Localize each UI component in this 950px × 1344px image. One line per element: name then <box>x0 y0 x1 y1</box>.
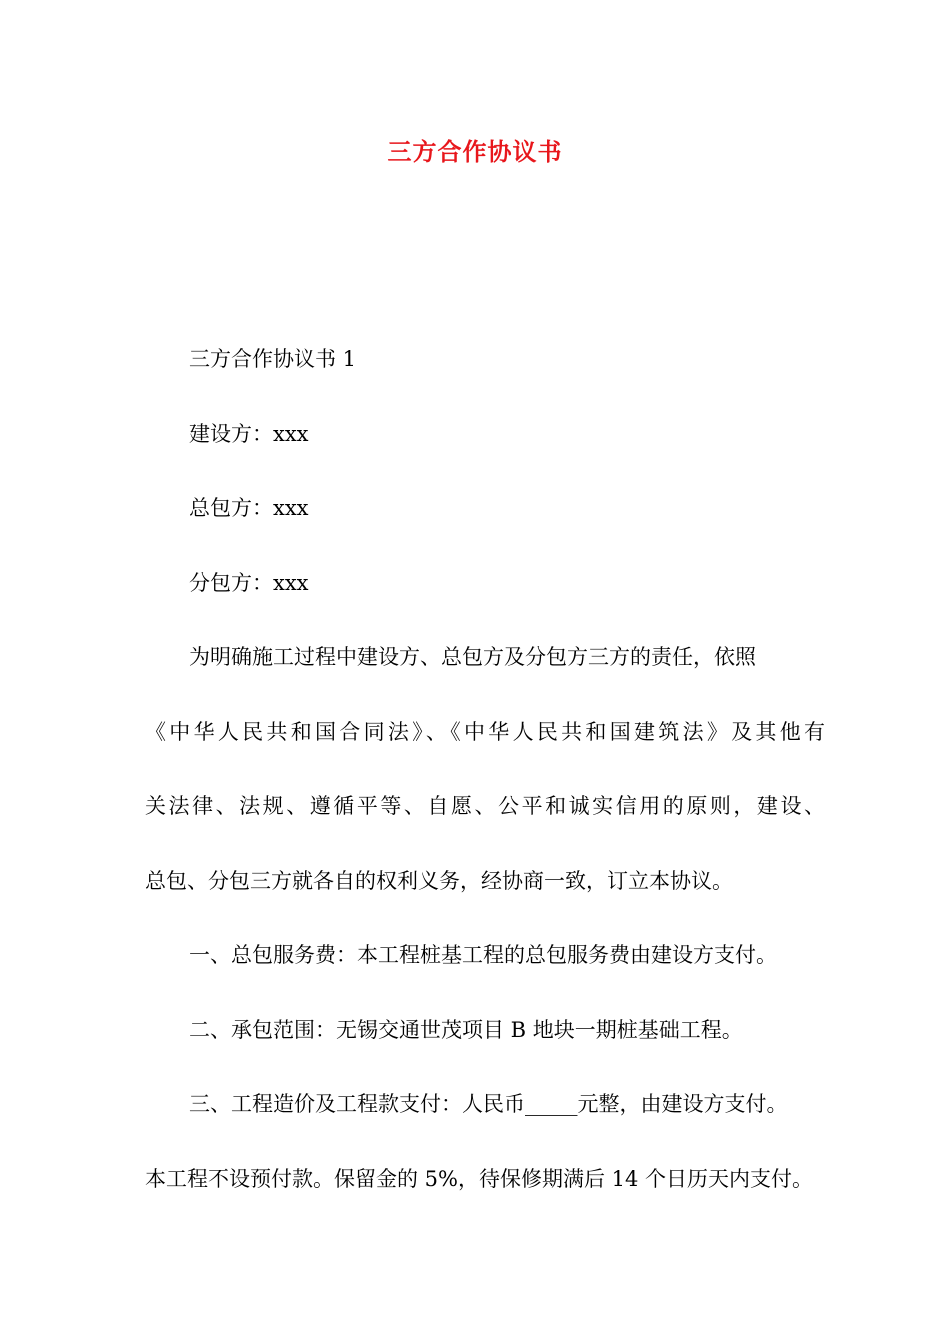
paragraph-line: 总包、分包三方就各自的权利义务，经协商一致，订立本协议。 <box>145 868 733 893</box>
document-title: 三方合作协议书 <box>387 137 563 166</box>
party-general-contractor-line: 总包方：xxx <box>189 496 309 520</box>
document-body <box>145 322 825 1216</box>
paragraph-line: 关法律、法规、遵循平等、自愿、公平和诚实信用的原则，建设、 <box>145 794 825 818</box>
paragraph-line: 《中华人民共和国合同法》、《中华人民共和国建筑法》及其他有 <box>145 719 825 744</box>
clause-line: 三、工程造价及工程款支付：人民币_____元整，由建设方支付。 <box>189 1092 788 1116</box>
party-subcontractor-line: 分包方：xxx <box>189 570 309 595</box>
clause-line: 二、承包范围：无锡交通世茂项目 B 地块一期桩基础工程。 <box>189 1017 743 1042</box>
section-heading: 三方合作协议书 1 <box>189 347 357 371</box>
clause-line: 本工程不设预付款。保留金的 5%，待保修期满后 14 个日历天内支付。 <box>145 1166 814 1191</box>
paragraph-line: 为明确施工过程中建设方、总包方及分包方三方的责任，依照 <box>189 645 756 669</box>
party-builder-line: 建设方：xxx <box>189 421 309 446</box>
clause-line: 一、总包服务费：本工程桩基工程的总包服务费由建设方支付。 <box>189 943 777 967</box>
